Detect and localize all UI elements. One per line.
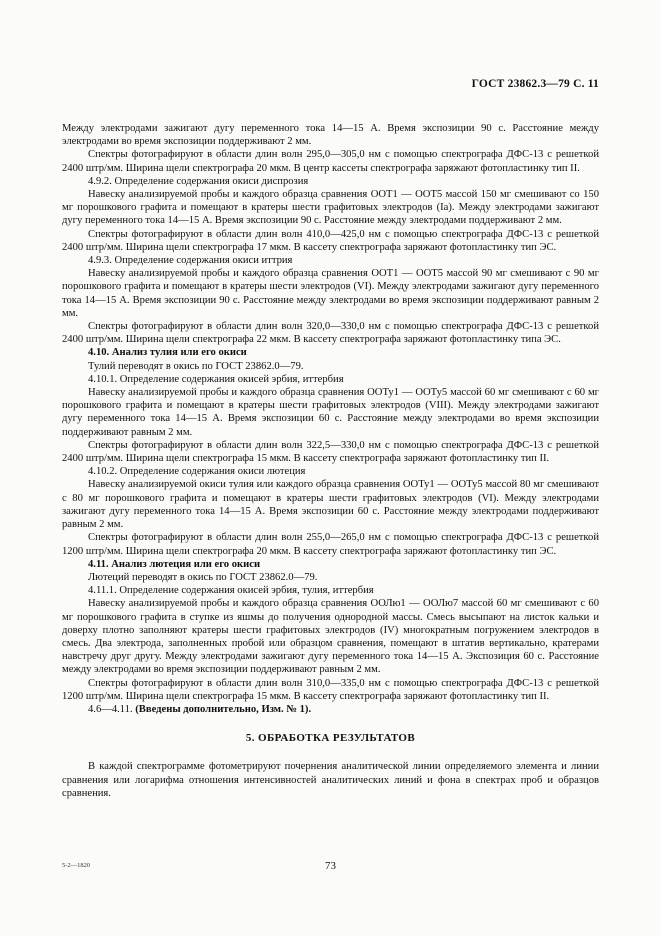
- amendment-note: [62, 703, 599, 716]
- paragraph: Спектры фотографируют в области длин волн 255,0—265,0 нм с помощью спектрографа ДФС-13 с решеткой 1200 штр/мм. Ширина щели спектрографа 20 мкм. В кассету спектрографа заряжают фотопластинку тип ЭС.: [62, 532, 599, 557]
- paragraph: Навеску анализируемой пробы и каждого образца сравнения ООТ1 — ООТ5 массой 90 мг смешивают с 90 мг порошкового графита и помещают в кратеры шести электродов (VI). Между электродами зажигают дугу переменного тока 14—15 А. Время экспозиции 90 с. Расстояние между электродами во время экспозиции поддерживают равным 2 мм.: [62, 268, 599, 319]
- paragraph: Навеску анализируемой окиси тулия или каждого образца сравнения ООТу1 — ООТу5 массой 80 мг смешивают с 80 мг порошкового графита и помещают в кратеры шести графитовых электродов (VI). Между электродами зажигают дугу переменного тока 14—15 А. Время экспозиции 60 с. Расстояние между электродами поддерживают равным 2 мм.: [62, 479, 599, 531]
- section-title: 5. ОБРАБОТКА РЕЗУЛЬТАТОВ: [245, 732, 416, 745]
- paragraph: 4.9.2. Определение содержания окиси диспрозия: [88, 175, 309, 187]
- paragraph: Спектры фотографируют в области длин волн 322,5—330,0 нм с помощью спектрографа ДФС-13 с решеткой 2400 штр/мм. Ширина щели спектрографа 15 мкм. В кассету спектрографа заряжают фотопластинку тип II.: [62, 439, 599, 465]
- paragraph: Навеску анализируемой пробы и каждого образца сравнения ООТ1 — ООТ5 массой 150 мг смешивают со 150 мг порошкового графита и помещают в кратеры шести графитовых электродов (Iа). Между электродами зажигают дугу переменного тока 14—15 А. Время экспозиции 90 с. Расстояние между электродами поддерживают 2 мм.: [62, 189, 599, 227]
- page-number: 73: [325, 860, 336, 872]
- paragraph: 4.10.1. Определение содержания окисей эрбия, иттербия: [88, 373, 344, 385]
- section-heading: 4.11. Анализ лютеция или его окиси: [88, 558, 261, 570]
- paragraph: Спектры фотографируют в области длин волн 310,0—335,0 нм с помощью спектрографа ДФС-13 с решеткой 1200 штр/мм. Ширина щели спектрографа 15 мкм. В кассету спектрографа заряжают фотопластинку тип II.: [62, 677, 599, 702]
- paragraph: Навеску анализируемой пробы и каждого образца сравнения ООТу1 — ООТу5 массой 60 мг смешивают с 60 мг порошкового графита и помещают в кратеры шести графитовых электродов (VIII). Между электродами зажигают дугу переменного тока 14—15 А. Время экспозиции 60 с. Расстояние между электродами во время экспозиции поддерживают равным 2 мм.: [62, 387, 599, 438]
- amendment-note-bold: (Введены дополнительно, Изм. № 1).: [135, 703, 312, 715]
- page-header: ГОСТ 23862.3—79 С. 11: [471, 78, 599, 90]
- paragraph-list: [62, 122, 599, 703]
- paragraph: Между электродами зажигают дугу переменного тока 14—15 А. Время экспозиции 90 с. Расстояние между электродами во время экспозиции поддерживают 2 мм.: [62, 123, 599, 148]
- paragraph: Лютеций переводят в окись по ГОСТ 23862.0—79.: [88, 571, 318, 583]
- paragraph: Спектры фотографируют в области длин волн 320,0—330,0 нм с помощью спектрографа ДФС-13 с решеткой 2400 штр/мм. Ширина щели спектрографа 22 мкм. В кассету спектрографа заряжают фотопластинку типа ЭС.: [62, 321, 599, 346]
- print-code: 5-2—1820: [62, 862, 91, 869]
- paragraph: 4.10.2. Определение содержания окиси лютеция: [88, 466, 306, 478]
- paragraph: Спектры фотографируют в области длин волн 410,0—425,0 нм с помощью спектрографа ДФС-13 с решеткой 2400 штр/мм. Ширина щели спектрографа 17 мкм. В кассету спектрографа заряжают фотопластинку тип ЭС.: [62, 228, 599, 253]
- paragraph: 4.11.1. Определение содержания окисей эрбия, тулия, иттербия: [88, 585, 374, 597]
- paragraph: Навеску анализируемой пробы и каждого образца сравнения ООЛю1 — ООЛю7 массой 60 мг смешивают с 60 мг порошкового графита в ступке из яшмы до получения однородной массы. Смесь высыпают на листок кальки и доверху плотно заполняют кратеры шести графитовых электродов (IV) многократным погружением электродов в смесь. Два электрода, заполненных пробой или образцом сравнения, помещают в штатив вертикально, кратерами навстречу друг другу. Между электродами зажигают дугу переменного тока 14—15 А. Экспозиция 60 с. Расстояние между электродами во время экспозиции поддерживают равным 2 мм.: [62, 598, 599, 676]
- document-body: [62, 122, 599, 800]
- paragraph: 4.9.3. Определение содержания окиси иттрия: [88, 255, 293, 267]
- section-heading: 4.10. Анализ тулия или его окиси: [88, 347, 247, 359]
- paragraph: Тулий переводят в окись по ГОСТ 23862.0—79.: [88, 360, 304, 372]
- paragraph: Спектры фотографируют в области длин волн 295,0—305,0 нм с помощью спектрографа ДФС-13 с решеткой 2400 штр/мм. Ширина щели спектрографа 20 мкм. В центр кассеты спектрографа заряжают фотопластинку тип II.: [62, 149, 599, 174]
- section-paragraph: В каждой спектрограмме фотометрируют почернения аналитической линии определяемого элемента и линии сравнения или логарифма отношения интенсивностей аналитических линий и фона в спектрах проб и образцов сравнения.: [62, 761, 599, 799]
- amendment-note-prefix: 4.6—4.11.: [88, 703, 136, 715]
